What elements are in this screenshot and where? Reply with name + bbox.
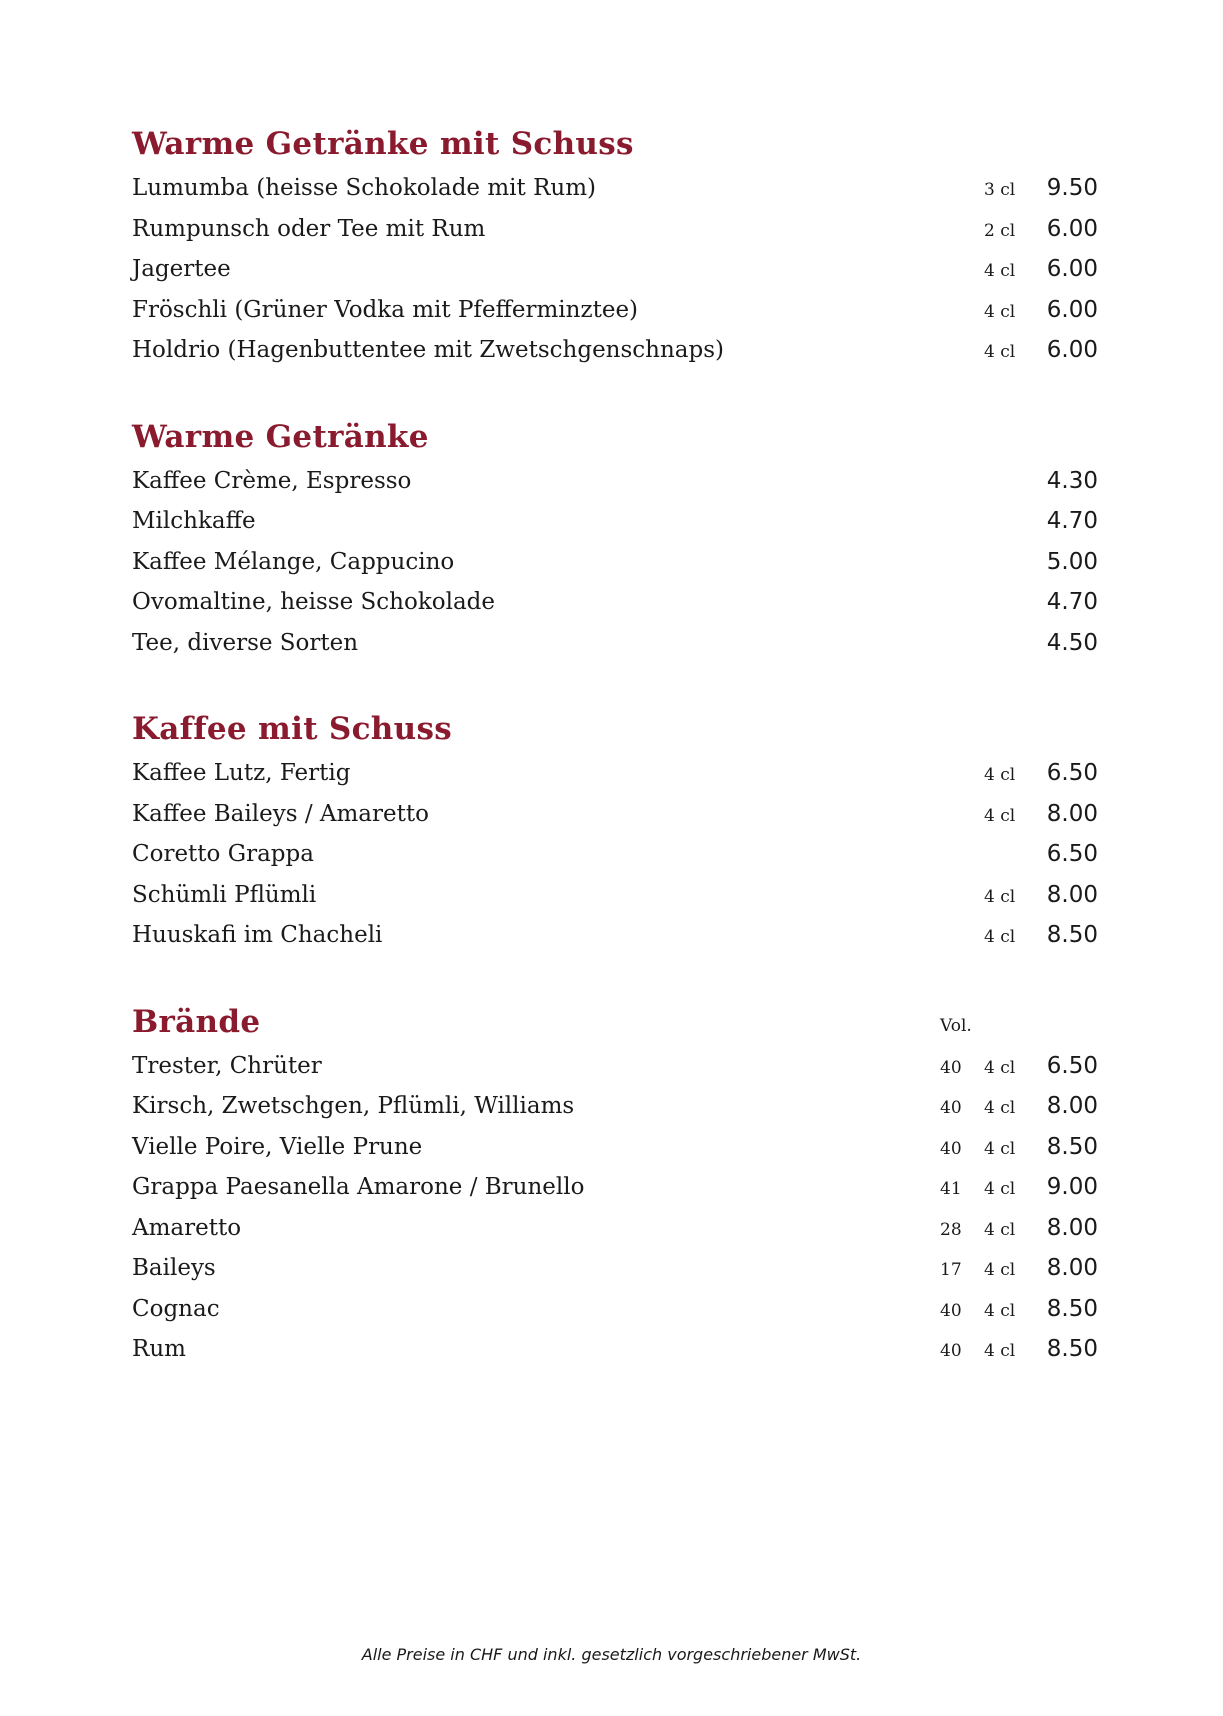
item-name: Rumpunsch oder Tee mit Rum [132,215,486,242]
menu-item [132,915,1108,956]
menu-section [132,413,1108,664]
item-name: Kaffee Crème, Espresso [132,467,412,494]
item-serving-size: 3 cl [984,180,1016,200]
item-name: Coretto Grappa [132,841,314,867]
item-name: Vielle Poire, Vielle Prune [132,1133,423,1160]
item-volume-percent: 40 [940,1138,962,1159]
item-volume-percent: 40 [940,1341,962,1361]
menu-item [132,290,1108,331]
item-price: 8.50 [1046,1336,1098,1362]
item-name: Cognac [132,1295,220,1322]
item-serving-size: 4 cl [984,342,1016,362]
item-serving-size: 4 cl [984,805,1016,826]
item-serving-size: 4 cl [984,886,1016,907]
item-price: 8.00 [1046,881,1098,908]
item-price: 9.50 [1046,175,1098,201]
menu-item [132,168,1108,209]
section-title: Warme Getränke [132,418,429,455]
item-serving-size: 4 cl [984,1057,1016,1078]
menu-item [132,249,1108,290]
section-header [132,120,1108,168]
menu-item [132,753,1108,794]
item-volume-percent: 17 [940,1260,962,1280]
menu-item [132,834,1108,875]
item-price: 4.50 [1046,629,1098,656]
item-price: 8.00 [1046,800,1098,827]
item-name: Tee, diverse Sorten [132,629,359,656]
item-volume-percent: 40 [940,1098,962,1118]
item-name: Trester, Chrüter [132,1052,322,1079]
item-serving-size: 4 cl [984,261,1016,281]
section-header [132,413,1108,461]
menu-item [132,501,1108,542]
menu-item [132,582,1108,623]
item-serving-size: 4 cl [984,765,1016,785]
menu-item [132,209,1108,250]
item-volume-percent: 40 [940,1300,962,1321]
item-serving-size: 4 cl [984,1260,1016,1280]
menu-item [132,1086,1108,1127]
menu-section [132,998,1108,1370]
menu-item [132,1329,1108,1370]
menu-item [132,1289,1108,1330]
item-price: 6.00 [1046,337,1098,363]
item-price: 6.50 [1046,1052,1098,1079]
item-name: Ovomaltine, heisse Schokolade [132,589,496,615]
item-price: 8.00 [1046,1255,1098,1281]
item-price: 6.00 [1046,296,1098,323]
menu-section [132,705,1108,956]
item-serving-size: 2 cl [984,220,1016,241]
price-note: Alle Preise in CHF und inkl. gesetzlich vorgeschriebener MwSt. [361,1645,862,1664]
item-price: 8.00 [1046,1093,1098,1119]
item-name: Baileys [132,1255,216,1281]
item-name: Kaffee Mélange, Cappucino [132,548,455,575]
item-name: Amaretto [132,1214,242,1241]
menu-item [132,1248,1108,1289]
menu-item [132,623,1108,664]
item-volume-percent: 41 [940,1179,962,1199]
item-volume-percent: 28 [940,1219,962,1240]
item-price: 4.70 [1046,589,1098,615]
vol-column-header: Vol. [940,1015,972,1036]
item-serving-size: 4 cl [984,927,1016,947]
section-header [132,998,1108,1046]
menu-item [132,1167,1108,1208]
menu-item [132,1046,1108,1087]
item-price: 6.50 [1046,841,1098,867]
menu-item [132,875,1108,916]
item-volume-percent: 40 [940,1057,962,1078]
menu-item [132,794,1108,835]
item-price: 8.50 [1046,1295,1098,1322]
item-price: 6.00 [1046,215,1098,242]
item-price: 4.30 [1046,467,1098,494]
item-name: Fröschli (Grüner Vodka mit Pfefferminztee) [132,296,639,323]
item-name: Holdrio (Hagenbuttentee mit Zwetschgenschnaps) [132,337,725,363]
item-serving-size: 4 cl [984,1300,1016,1321]
item-name: Schümli Pflümli [132,881,317,908]
menu-item [132,461,1108,502]
item-serving-size: 4 cl [984,1219,1016,1240]
item-price: 8.50 [1046,922,1098,948]
item-price: 6.50 [1046,760,1098,786]
item-name: Jagertee [132,256,231,282]
section-header [132,705,1108,753]
item-serving-size: 4 cl [984,301,1016,322]
item-price: 8.00 [1046,1214,1098,1241]
item-serving-size: 4 cl [984,1179,1016,1199]
item-name: Kaffee Lutz, Fertig [132,760,351,786]
menu-item [132,330,1108,371]
item-name: Rum [132,1336,186,1362]
item-name: Lumumba (heisse Schokolade mit Rum) [132,175,596,201]
section-title: Warme Getränke mit Schuss [132,126,634,162]
menu-item [132,1127,1108,1168]
item-name: Grappa Paesanella Amarone / Brunello [132,1174,585,1200]
item-name: Kirsch, Zwetschgen, Pflümli, Williams [132,1093,575,1119]
menu-item [132,1208,1108,1249]
drinks-menu [132,120,1108,1412]
item-name: Huuskafi im Chacheli [132,922,383,948]
item-price: 9.00 [1046,1174,1098,1200]
item-price: 6.00 [1046,256,1098,282]
item-price: 8.50 [1046,1133,1098,1160]
menu-section [132,120,1108,371]
menu-item [132,542,1108,583]
item-name: Kaffee Baileys / Amaretto [132,800,429,827]
item-serving-size: 4 cl [984,1138,1016,1159]
item-serving-size: 4 cl [984,1341,1016,1361]
item-name: Milchkaffe [132,508,256,534]
item-price: 5.00 [1046,548,1098,575]
item-serving-size: 4 cl [984,1098,1016,1118]
item-price: 4.70 [1046,508,1098,534]
section-title: Kaffee mit Schuss [132,711,452,747]
section-title: Brände [132,1003,261,1040]
